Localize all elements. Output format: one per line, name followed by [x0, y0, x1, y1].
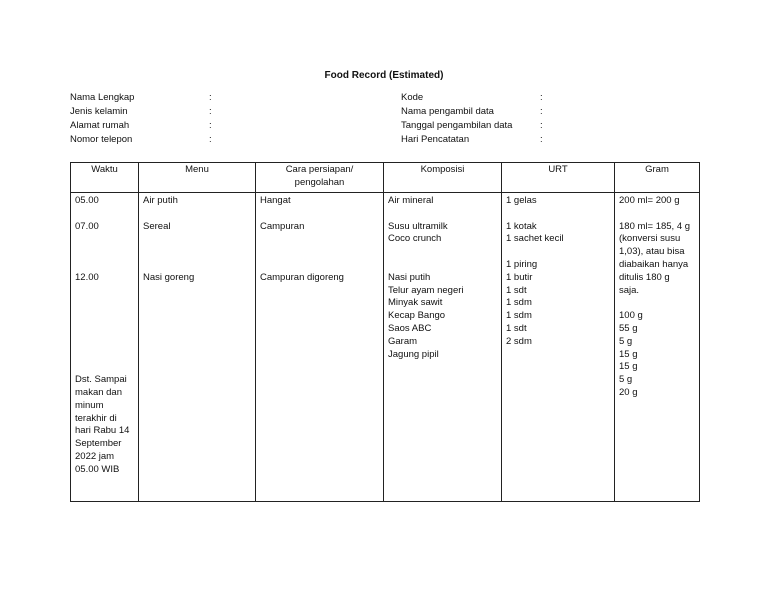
field-label-jenis-kelamin: Jenis kelamin	[70, 106, 128, 117]
waktu-entry: 07.00	[75, 220, 99, 232]
cara-entry: Campuran	[260, 220, 305, 232]
header-komposisi: Komposisi	[384, 163, 502, 193]
field-label-kode: Kode	[401, 92, 424, 103]
header-menu: Menu	[139, 163, 256, 193]
field-separator: :	[209, 92, 212, 103]
field-label-nomor-telepon: Nomor telepon	[70, 134, 133, 145]
field-separator: :	[209, 106, 212, 117]
field-separator: :	[540, 106, 543, 117]
cell-urt	[502, 193, 615, 502]
field-label-nama-lengkap: Nama Lengkap	[70, 92, 135, 103]
gram-entry: 200 ml= 200 g	[619, 195, 680, 206]
field-separator: :	[209, 134, 212, 145]
menu-entry: Sereal	[143, 220, 171, 232]
page-title: Food Record (Estimated)	[324, 70, 444, 81]
field-separator: :	[540, 134, 543, 145]
cell-waktu	[71, 193, 139, 502]
header-waktu: Waktu	[71, 163, 139, 193]
field-separator: :	[540, 120, 543, 131]
cara-entry: Campuran digoreng	[260, 271, 344, 283]
header-cara-persiapan: Cara persiapan/ pengolahan	[256, 163, 384, 193]
komposisi-entry: Nasi putih Telur ayam negeri Minyak sawit Kecap Bango Saos ABC Garam Jagung pipil	[388, 271, 464, 360]
field-label-nama-pengambil-data: Nama pengambil data	[401, 106, 494, 117]
komposisi-entry: Air mineral	[388, 195, 434, 206]
cell-gram	[615, 193, 700, 502]
urt-entry: 1 gelas	[506, 195, 537, 206]
field-label-tanggal-pengambilan-data: Tanggal pengambilan data	[401, 120, 513, 131]
food-record-table	[70, 162, 700, 502]
gram-entry: 180 ml= 185, 4 g (konversi susu 1,03), atau bisa diabaikan hanya ditulis 180 g saja.	[619, 220, 691, 296]
cell-menu	[139, 193, 256, 502]
table-row	[71, 193, 700, 502]
waktu-entry: 05.00	[75, 195, 99, 206]
cell-komposisi	[384, 193, 502, 502]
gram-entry: 100 g 55 g 5 g 15 g 15 g 5 g 20 g	[619, 310, 643, 398]
table-header-row	[71, 163, 700, 193]
header-urt: URT	[502, 163, 615, 193]
menu-entry: Nasi goreng	[143, 271, 195, 283]
menu-entry: Air putih	[143, 195, 178, 206]
urt-entry: 1 kotak 1 sachet kecil	[506, 220, 564, 245]
field-separator: :	[209, 120, 212, 131]
field-separator: :	[540, 92, 543, 103]
komposisi-entry: Susu ultramilk Coco crunch	[388, 220, 448, 245]
field-label-hari-pencatatan: Hari Pencatatan	[401, 134, 470, 145]
cell-cara	[256, 193, 384, 502]
waktu-entry: Dst. Sampai makan dan minum terakhir di hari Rabu 14 September 2022 jam 05.00 WIB	[75, 374, 130, 475]
urt-entry: 1 piring 1 butir 1 sdt 1 sdm 1 sdm 1 sdt 2 sdm	[506, 258, 538, 347]
cara-entry: Hangat	[260, 195, 291, 206]
header-gram: Gram	[615, 163, 700, 193]
waktu-entry: 12.00	[75, 271, 99, 283]
field-label-alamat-rumah: Alamat rumah	[70, 120, 130, 131]
